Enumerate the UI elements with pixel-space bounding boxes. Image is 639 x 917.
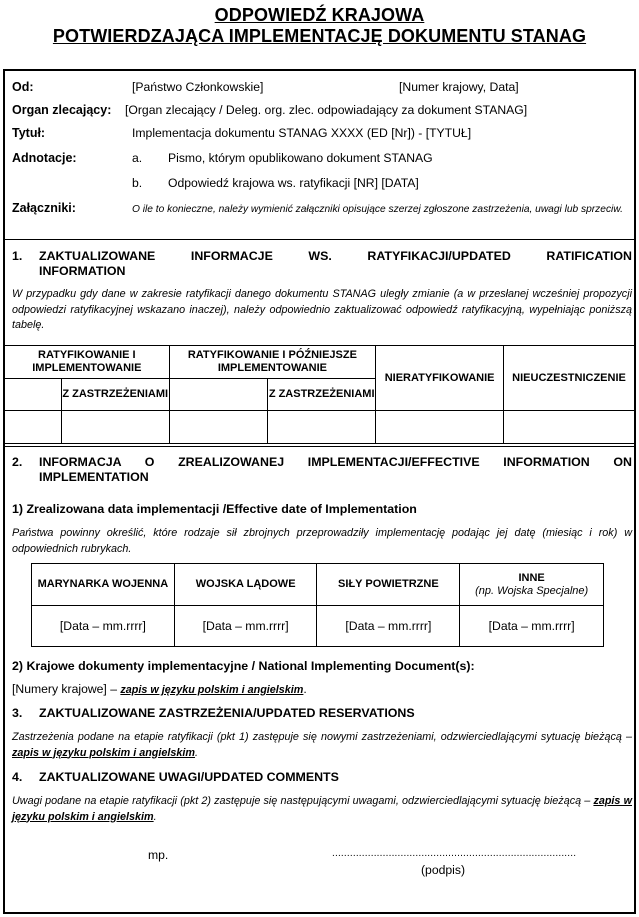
od-value: [Państwo Członkowskie] xyxy=(132,80,264,94)
ratification-table xyxy=(4,345,635,444)
section2-number: 2. xyxy=(12,455,23,469)
divider-header xyxy=(5,239,634,240)
col-ratify-implement: RATYFIKOWANIE I IMPLEMENTOWANIE xyxy=(5,346,170,379)
hdr-marynarka: MARYNARKA WOJENNA xyxy=(32,564,175,606)
sub2-dash: – xyxy=(106,682,121,696)
adnotacje-a-text: Pismo, którym opublikowano dokument STANAG xyxy=(168,151,433,165)
col2-reservations-sub: Z ZASTRZEŻENIAMI xyxy=(268,379,376,411)
date-wojska-ladowe[interactable]: [Data – mm.rrrr] xyxy=(174,606,317,647)
organ-label: Organ zlecający: xyxy=(12,103,112,117)
hdr-inne-label: INNE xyxy=(518,571,545,584)
col1-reservations-sub: Z ZASTRZEŻENIAMI xyxy=(61,379,169,411)
date-inne[interactable]: [Data – mm.rrrr] xyxy=(460,606,604,647)
section3-note-text: Zastrzeżenia podane na etapie ratyfikacji (pkt 1) zastępuje się nowymi zastrzeżeniami, odzwierciedlającymi sytuację bieżącą – xyxy=(12,731,632,743)
national-numbers: [Numery krajowe] xyxy=(12,682,107,696)
section3-end: . xyxy=(195,746,199,759)
section2-sub1-heading: 1) Zrealizowana data implementacji /Effective date of Implementation xyxy=(12,502,417,516)
tytul-value: Implementacja dokumentu STANAG XXXX (ED [Nr]) - [TYTUŁ] xyxy=(132,126,472,140)
col1-empty-sub xyxy=(5,379,62,411)
adnotacje-label: Adnotacje: xyxy=(12,151,77,165)
tytul-label: Tytuł: xyxy=(12,126,46,140)
zalaczniki-label: Załączniki: xyxy=(12,201,76,215)
sub2-end: . xyxy=(303,682,307,696)
date-sily-powietrzne[interactable]: [Data – mm.rrrr] xyxy=(317,606,460,647)
section2-title: INFORMACJA O ZREALIZOWANEJ IMPLEMENTACJI/EFFECTIVE INFORMATION ON IMPLEMENTATION xyxy=(39,455,632,484)
section4-number: 4. xyxy=(12,770,23,784)
col-nieratyfikowanie: NIERATYFIKOWANIE xyxy=(376,346,504,411)
cell-3[interactable] xyxy=(169,411,268,444)
section2-sub1-note: Państwa powinny określić, które rodzaje sił zbrojnych przeprowadziły implementację podając jej datę (miesiąc i rok) w odpowiednich rubrykach. xyxy=(12,527,632,555)
implementation-date-table xyxy=(31,563,604,647)
col-ratify-later-implement: RATYFIKOWANIE I PÓŹNIEJSZE IMPLEMENTOWANIE xyxy=(169,346,375,379)
hdr-inne-sub: (np. Wojska Specjalne) xyxy=(475,584,589,597)
title-line-1: ODPOWIEDŹ KRAJOWA xyxy=(214,5,425,25)
section2-sub2-line xyxy=(12,682,307,698)
cell-5[interactable] xyxy=(376,411,504,444)
cell-2[interactable] xyxy=(61,411,169,444)
organ-value: [Organ zlecający / Deleg. org. zlec. odpowiadający za dokument STANAG] xyxy=(125,103,528,117)
signature-line[interactable]: .................................................................................. xyxy=(332,848,577,859)
section1-note: W przypadku gdy dane w zakresie ratyfikacji danego dokumentu STANAG uległy zmianie (a w przesłanej wcześniej propozycji odpowiedzi ratyfikacyjnej wskazano inaczej), należy odpowiednio zaktualizować odpowiedź ratyfikacyjną, wypełniając poniższą tabelę. xyxy=(12,288,632,331)
signature-caption: (podpis) xyxy=(421,863,466,877)
section3-note xyxy=(12,730,632,761)
section4-title: ZAKTUALIZOWANE UWAGI/UPDATED COMMENTS xyxy=(39,770,339,784)
section3-number: 3. xyxy=(12,706,23,720)
hdr-inne xyxy=(460,564,604,606)
section4-note xyxy=(12,794,632,825)
section4-end: . xyxy=(153,810,157,823)
form-frame xyxy=(3,69,636,914)
section4-emphasis: zapis w języku polskim i angielskim xyxy=(12,795,632,823)
hdr-wojska-ladowe: WOJSKA LĄDOWE xyxy=(174,564,317,606)
od-number-date: [Numer krajowy, Data] xyxy=(399,80,519,94)
cell-6[interactable] xyxy=(504,411,635,444)
section3-heading xyxy=(12,706,415,721)
hdr-sily-powietrzne: SIŁY POWIETRZNE xyxy=(317,564,460,606)
col2-empty-sub xyxy=(169,379,268,411)
section1-heading xyxy=(12,249,632,279)
mp-label: mp. xyxy=(148,848,169,862)
zalaczniki-text: O ile to konieczne, należy wymienić załączniki opisujące szerzej zgłoszone zastrzeżenia, uwagi lub sprzeciw. xyxy=(132,204,623,215)
section1-number: 1. xyxy=(12,249,23,263)
adnotacje-b-text: Odpowiedź krajowa ws. ratyfikacji [NR] [DATA] xyxy=(168,176,419,190)
sub2-emphasis: zapis w języku polskim i angielskim xyxy=(120,684,304,696)
od-label: Od: xyxy=(12,80,34,94)
document-title xyxy=(0,5,639,47)
col-nieuczestniczenie: NIEUCZESTNICZENIE xyxy=(504,346,635,411)
adnotacje-b-marker: b. xyxy=(132,176,143,190)
title-line-2: POTWIERDZAJĄCA IMPLEMENTACJĘ DOKUMENTU STANAG xyxy=(52,26,587,46)
adnotacje-a-marker: a. xyxy=(132,151,143,165)
cell-1[interactable] xyxy=(5,411,62,444)
cell-4[interactable] xyxy=(268,411,376,444)
section3-title: ZAKTUALIZOWANE ZASTRZEŻENIA/UPDATED RESERVATIONS xyxy=(39,706,415,720)
section4-heading xyxy=(12,770,339,785)
section2-heading xyxy=(12,455,632,485)
section2-sub2-heading: 2) Krajowe dokumenty implementacyjne / National Implementing Document(s): xyxy=(12,659,475,673)
section3-emphasis: zapis w języku polskim i angielskim xyxy=(12,746,196,759)
section4-note-text: Uwagi podane na etapie ratyfikacji (pkt 2) zastępuje się następującymi uwagami, odzwierciedlającymi sytuację bieżącą – xyxy=(12,795,591,807)
section1-title: ZAKTUALIZOWANE INFORMACJE WS. RATYFIKACJI/UPDATED RATIFICATION INFORMATION xyxy=(39,249,632,278)
divider-section2 xyxy=(5,446,634,447)
date-marynarka[interactable]: [Data – mm.rrrr] xyxy=(32,606,175,647)
